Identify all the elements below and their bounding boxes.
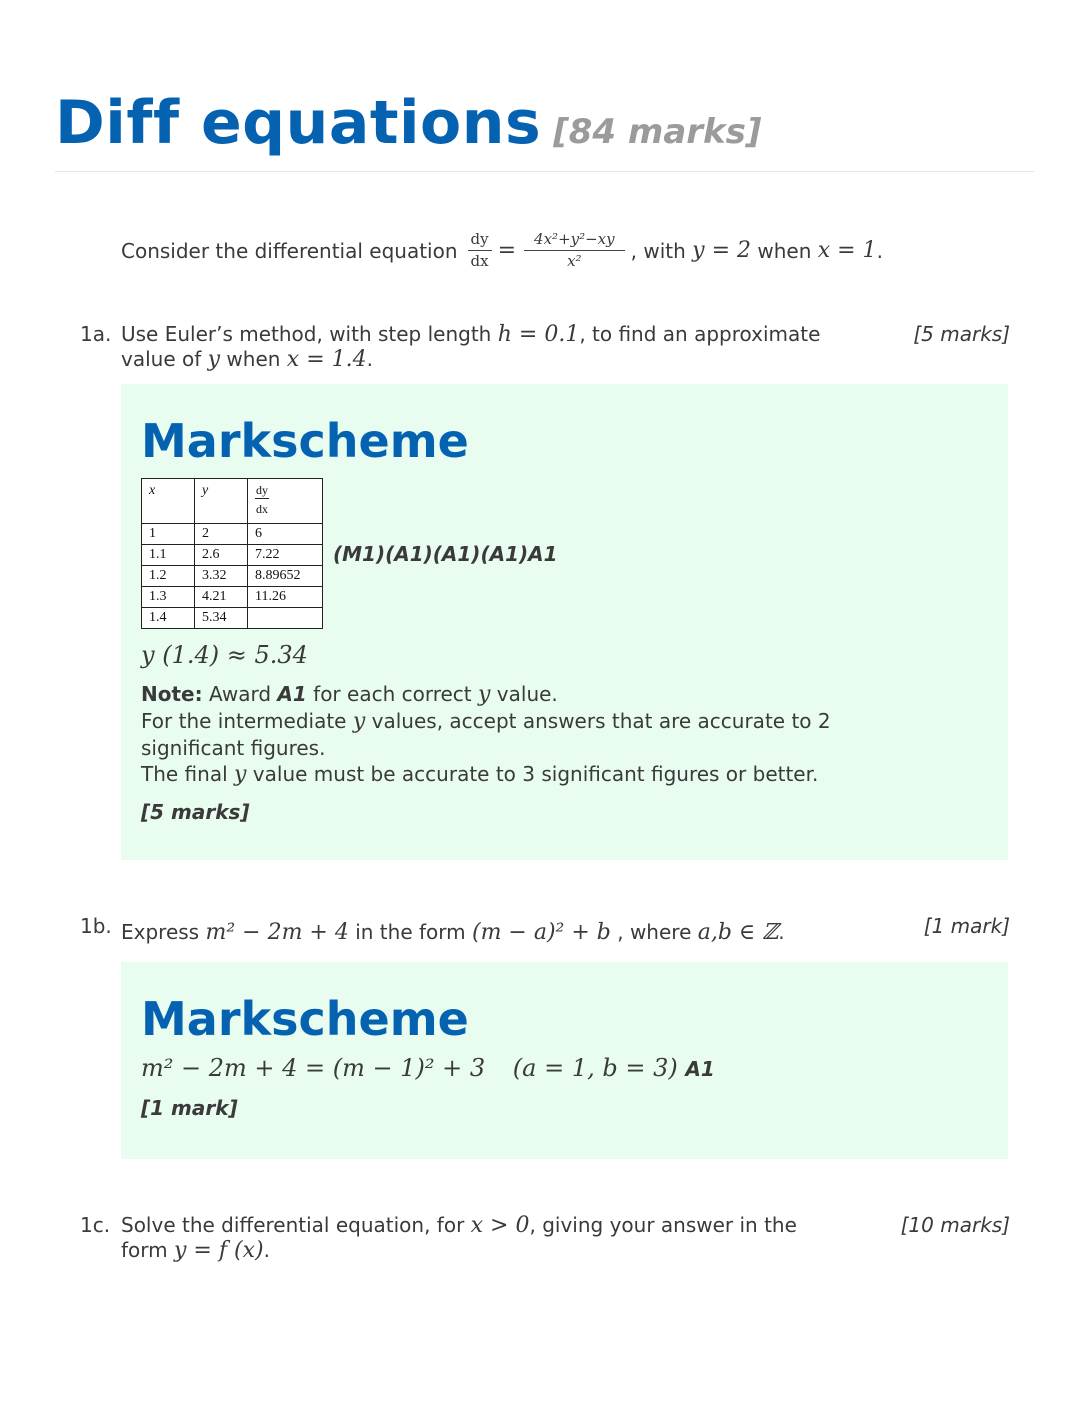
note-line2-pre: For the intermediate [141, 709, 347, 733]
markscheme-1b [121, 962, 1008, 1159]
title-divider [55, 171, 1034, 172]
q1a-step-length: h = 0.1 [497, 322, 580, 347]
page-title [55, 88, 761, 158]
question-text-1c [121, 1213, 797, 1263]
question-text-1b [121, 920, 785, 945]
note-line1-pre: Award [208, 682, 272, 706]
table-header-row [142, 479, 323, 524]
question-marks-1b: [1 mark] [923, 914, 1010, 938]
dy-dx-fraction [468, 232, 492, 269]
question-text-1a [121, 322, 820, 372]
deriv-den: dx [256, 502, 268, 516]
q1a-line2-pre: value of [121, 347, 202, 371]
q1b-end: . [778, 920, 785, 944]
q1a-line2-end: . [366, 347, 373, 371]
note-line4-var: y [234, 762, 247, 787]
note-line1-end: value. [496, 682, 558, 706]
euler-result-text: y (1.4) ≈ 5.34 [141, 641, 308, 669]
table-cell: 11.26 [248, 587, 323, 608]
table-row [142, 545, 323, 566]
table-cell: 5.34 [195, 608, 248, 629]
table-header-y: y [195, 479, 248, 524]
q1a-var-y: y [207, 347, 221, 372]
table-cell: 1.1 [142, 545, 195, 566]
table-cell: 2 [195, 524, 248, 545]
q1c-line1-pre: Solve the differential equation, for [121, 1213, 465, 1237]
table-cell: 1.3 [142, 587, 195, 608]
total-marks: [84 marks] [553, 112, 762, 152]
table-cell: 6 [248, 524, 323, 545]
note-line1-mid: for each correct [313, 682, 472, 706]
equals-sign: = [497, 238, 517, 263]
note-line3: significant figures. [141, 736, 326, 760]
euler-table [141, 478, 323, 629]
table-cell: 4.21 [195, 587, 248, 608]
table-header-x: x [142, 479, 195, 524]
dx-denominator: dx [470, 252, 489, 270]
intro-end: . [876, 238, 883, 263]
q1a-x-value: x = 1.4 [286, 347, 367, 372]
q1b-form: (m − a)² + b [471, 920, 611, 945]
table-cell [248, 608, 323, 629]
table-header-derivative [248, 479, 323, 524]
intro-condition-x: x = 1 [817, 238, 877, 263]
table-cell: 7.22 [248, 545, 323, 566]
dy-numerator: dy [468, 232, 492, 251]
q1c-line1-post: , giving your answer in the [529, 1213, 797, 1237]
table-row [142, 587, 323, 608]
rhs-numerator: 4x²+y²−xy [524, 232, 625, 251]
euler-table-row [141, 478, 988, 629]
table-row [142, 566, 323, 587]
table-cell: 2.6 [195, 545, 248, 566]
rhs-denominator: x² [567, 252, 582, 270]
note-label: Note: [141, 682, 203, 706]
rhs-fraction [524, 232, 625, 269]
q1a-line1-pre: Use Euler’s method, with step length [121, 322, 492, 346]
question-marks-1a: [5 marks] [913, 322, 1010, 346]
note-code: A1 [277, 682, 307, 706]
q1c-condition: x > 0 [470, 1213, 530, 1238]
intro-when: when [757, 238, 812, 263]
markscheme-answer-1b [141, 1054, 988, 1082]
q1b-condition: a,b ∈ ℤ [697, 920, 779, 945]
note-line4-pre: The final [141, 762, 228, 786]
q1b-values: (a = 1, b = 3) [512, 1054, 678, 1082]
q1b-code: A1 [685, 1057, 715, 1081]
markscheme-marks-1a: [5 marks] [141, 800, 250, 824]
markscheme-heading: Markscheme [141, 414, 469, 468]
q1b-pre: Express [121, 920, 200, 944]
q1b-answer: m² − 2m + 4 = (m − 1)² + 3 [141, 1054, 486, 1082]
award-codes: (M1)(A1)(A1)(A1)A1 [333, 541, 558, 566]
table-row [142, 524, 323, 545]
euler-result [141, 641, 988, 669]
markscheme-marks-1b: [1 mark] [141, 1096, 238, 1120]
markscheme-heading: Markscheme [141, 992, 469, 1046]
intro-condition-y: y = 2 [692, 238, 751, 263]
table-cell: 8.89652 [248, 566, 323, 587]
q1c-line2-end: . [263, 1238, 270, 1262]
table-cell: 1.2 [142, 566, 195, 587]
q1a-line2-mid: when [226, 347, 281, 371]
table-row [142, 608, 323, 629]
q1b-mid: in the form [355, 920, 466, 944]
q1c-form: y = f (x) [174, 1238, 264, 1263]
question-number-1c: 1c. [80, 1213, 111, 1237]
intro-statement [121, 232, 883, 269]
note-line4-post: value must be accurate to 3 significant figures or better. [252, 762, 819, 786]
markscheme-1a [121, 384, 1008, 860]
q1c-line2-pre: form [121, 1238, 168, 1262]
question-number-1b: 1b. [80, 914, 112, 938]
table-cell: 1.4 [142, 608, 195, 629]
note-line2-post: values, accept answers that are accurate to 2 [371, 709, 831, 733]
title-text: Diff equations [55, 88, 542, 158]
question-number-1a: 1a. [80, 322, 112, 346]
markscheme-note [141, 681, 988, 788]
table-cell: 1 [142, 524, 195, 545]
question-marks-1c: [10 marks] [900, 1213, 1010, 1237]
table-cell: 3.32 [195, 566, 248, 587]
intro-prefix: Consider the differential equation [121, 238, 458, 263]
q1b-post: , where [617, 920, 692, 944]
deriv-num: dy [256, 483, 268, 497]
note-line1-var: y [478, 682, 491, 707]
q1a-line1-post: , to find an approximate [579, 322, 821, 346]
intro-mid: , with [630, 238, 686, 263]
q1b-expression: m² − 2m + 4 [205, 920, 349, 945]
note-line2-var: y [352, 709, 366, 734]
